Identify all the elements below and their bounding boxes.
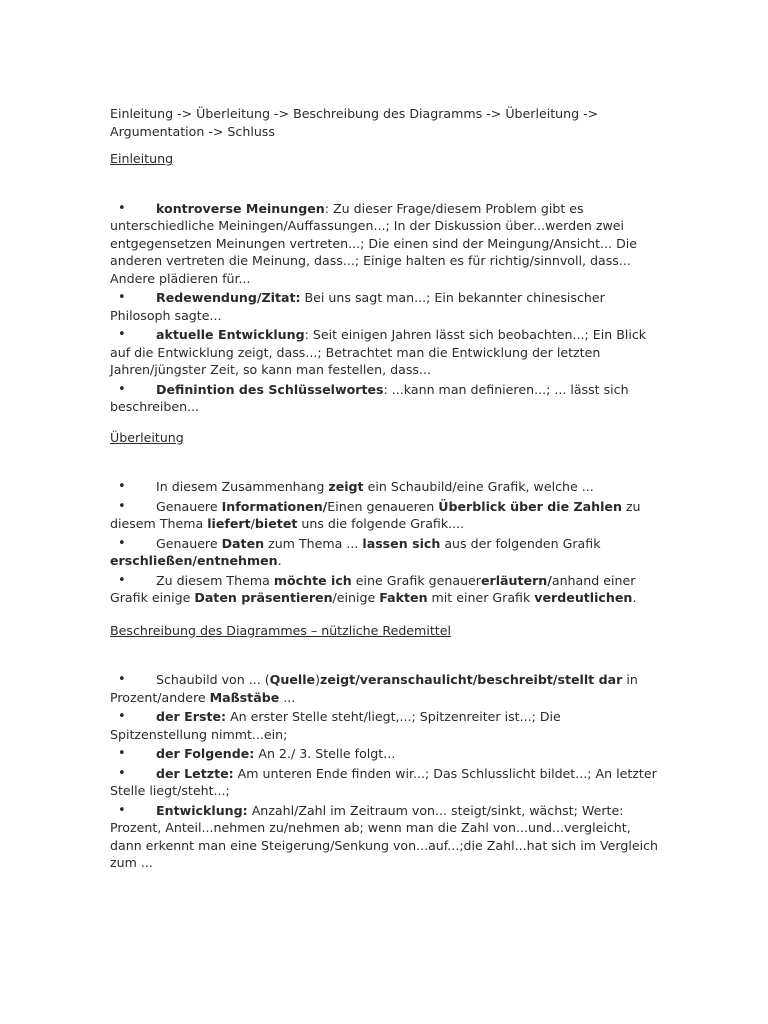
bullet-icon: • (118, 765, 126, 781)
list-item (110, 478, 658, 496)
item-text: ... (279, 689, 296, 705)
item-text: : Seit einigen Jahren lässt sich beobachten...; Ein Blick auf die Entwicklung zeigt, dass...; Betrachtet man die Entwicklung der letzten Jahren/jüngster Zeit, so kann man festellen, dass... (110, 327, 647, 377)
beschreibung-list (110, 671, 658, 872)
bold-text: der Erste: (156, 709, 227, 724)
bold-text: aktuelle Entwicklung (156, 327, 305, 342)
list-item (110, 765, 658, 800)
item-text: : Zu dieser Frage/diesem Problem gibt es unterschiedliche Meiningen/Auffassungen...; In der Diskussion über...werden zwei entgegensetzen Meinungen vertreten...; Die einen sind der Meingung/Ansicht... Die anderen vertreten die Meinung, dass...; Einige halten es für richtig/sinnvoll, dass... Andere plädieren für... (110, 200, 638, 286)
einleitung-list (110, 200, 658, 416)
item-text: in Prozent/andere (110, 672, 638, 705)
item-text: . (632, 590, 637, 605)
bold-text: bietet (254, 516, 298, 531)
item-text: aus der folgenden Grafik (440, 535, 601, 551)
list-item (110, 708, 658, 743)
bullet-icon: • (118, 498, 126, 514)
document-page (110, 105, 658, 874)
item-text: zu diesem Thema (110, 498, 641, 531)
item-text: In diesem Zusammenhang (156, 479, 329, 494)
list-item (110, 671, 658, 706)
bullet-icon: • (118, 672, 126, 687)
list-item (110, 289, 658, 324)
item-text: / (250, 516, 255, 531)
bullet-icon: • (118, 746, 126, 761)
item-text: Am unteren Ende finden wir...; Das Schlusslicht bildet...; An letzter Stelle liegt/steht...; (110, 765, 657, 798)
item-text: Bei uns sagt man...; Ein bekannter chinesischer Philosoph sagte... (110, 290, 605, 323)
item-text: Einen genaueren (327, 498, 439, 514)
item-text: Zu diesem Thema (156, 572, 274, 588)
bold-text: Überblick über die Zahlen (438, 498, 622, 514)
item-text: zum Thema ... (264, 535, 363, 551)
item-text: An erster Stelle steht/liegt,...; Spitzenreiter ist...; Die Spitzenstellung nimmt...ein; (110, 709, 561, 742)
bold-text: erläutern/ (480, 572, 552, 588)
bold-text: zeigt/veranschaulicht/beschreibt/stellt dar (319, 672, 623, 687)
bullet-icon: • (118, 327, 126, 342)
bold-text: Definintion des Schlüsselwortes (156, 381, 384, 397)
bullet-icon: • (118, 572, 126, 588)
bullet-icon: • (118, 290, 126, 305)
item-text: anhand einer Grafik einige (110, 572, 636, 605)
list-item (110, 381, 658, 416)
list-item (110, 498, 658, 533)
item-text: : ...kann man definieren...; ... lässt sich beschreiben... (110, 381, 629, 414)
list-item (110, 326, 658, 379)
item-text: Schaubild von ... ( (156, 672, 270, 687)
bold-text: Quelle (269, 672, 316, 687)
bullet-icon: • (118, 479, 126, 494)
bold-text: kontroverse Meinungen (156, 200, 325, 216)
bold-text: erschließen/entnehmen (110, 553, 278, 568)
bold-text: möchte ich (273, 572, 352, 588)
bold-text: Entwicklung: (156, 802, 248, 818)
item-text: An 2./ 3. Stelle folgt... (254, 746, 396, 761)
structure-overview: Einleitung -> Überleitung -> Beschreibung des Diagramms -> Überleitung -> Argumentation -> Schluss (110, 106, 599, 139)
item-text: eine Grafik genauer (351, 572, 481, 588)
item-text: Genauere (156, 498, 222, 514)
item-text: Genauere (156, 535, 222, 551)
bold-text: Daten präsentieren (194, 590, 333, 605)
list-item (110, 200, 658, 288)
bold-text: Redewendung/Zitat: (156, 290, 301, 305)
item-text: mit einer Grafik (427, 590, 535, 605)
list-item (110, 802, 658, 872)
list-item (110, 572, 658, 607)
bullet-icon: • (118, 381, 126, 397)
item-text: ) (315, 672, 320, 687)
bold-text: Maßstäbe (209, 689, 280, 705)
ueberleitung-list (110, 478, 658, 607)
bold-text: Fakten (379, 590, 428, 605)
bold-text: liefert (207, 516, 251, 531)
bullet-icon: • (118, 200, 126, 216)
item-text: Anzahl/Zahl im Zeitraum von... steigt/sinkt, wächst; Werte: Prozent, Anteil...nehmen zu/nehmen ab; wenn man die Zahl von...und...vergleicht, dann erkennt man eine Steigerung/Senkung von...auf...;die Zahl...hat sich im Vergleich zum ... (110, 802, 659, 870)
bullet-icon: • (118, 709, 126, 724)
item-text: . (277, 553, 282, 568)
bold-text: Daten (221, 535, 265, 551)
bold-text: verdeutlichen (534, 590, 633, 605)
bold-text: der Letzte: (156, 765, 234, 781)
bold-text: lassen sich (362, 535, 441, 551)
bullet-icon: • (118, 802, 126, 818)
section-heading-beschreibung: Beschreibung des Diagrammes – nützliche Redemittel (110, 622, 451, 638)
item-text: uns die folgende Grafik.... (297, 516, 465, 531)
item-text: ein Schaubild/eine Grafik, welche ... (363, 479, 594, 494)
bold-text: Informationen/ (221, 498, 328, 514)
section-heading-einleitung: Einleitung (110, 151, 174, 166)
item-text: /einige (332, 590, 380, 605)
list-item (110, 535, 658, 570)
bold-text: zeigt (328, 479, 364, 494)
bold-text: der Folgende: (156, 746, 255, 761)
bullet-icon: • (118, 535, 126, 551)
list-item (110, 745, 658, 763)
section-heading-ueberleitung: Überleitung (110, 429, 184, 445)
